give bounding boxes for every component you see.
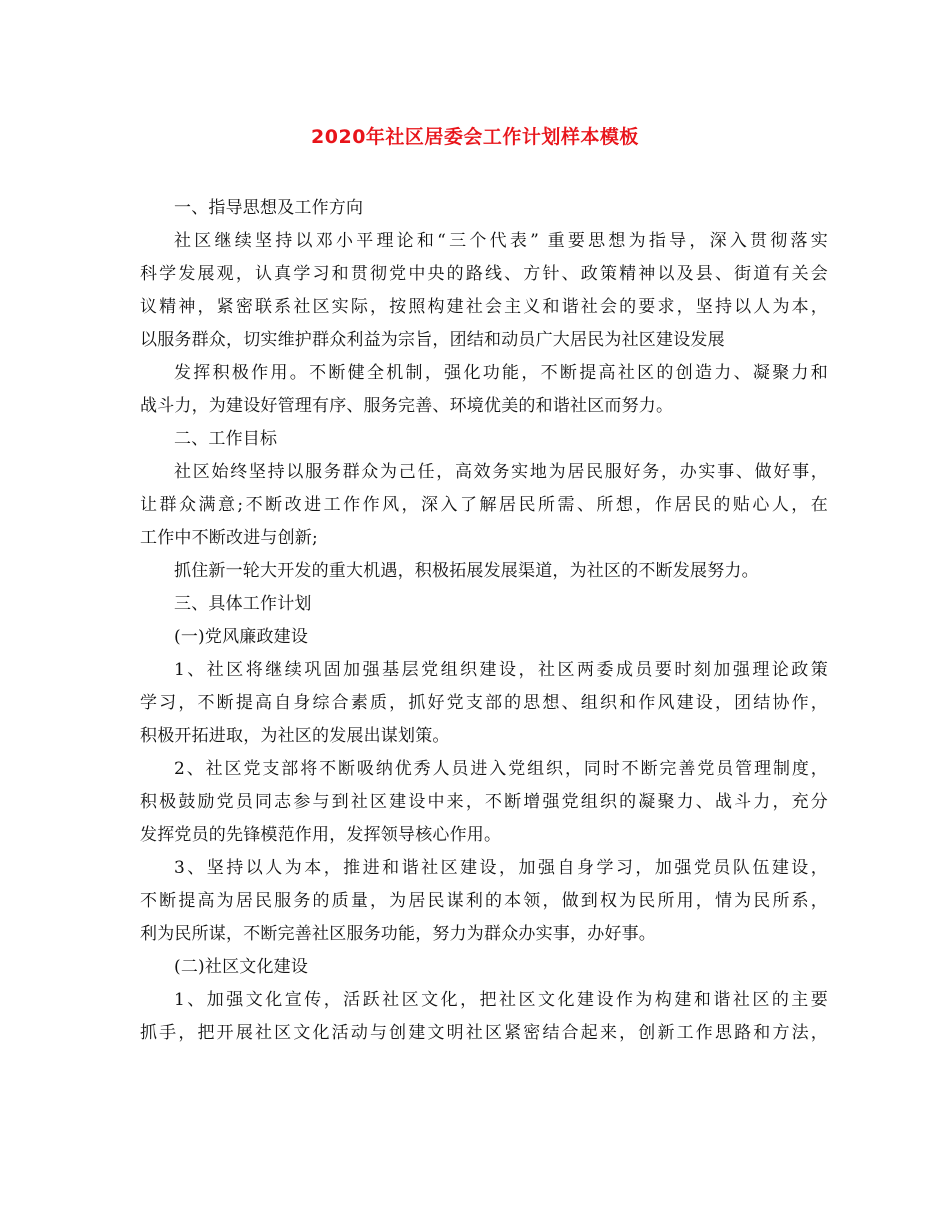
section-heading: (一)党风廉政建设 [174, 627, 309, 647]
text-line: 议精神，紧密联系社区实际，按照构建社会主义和谐社会的要求，坚持以人为本， [140, 297, 828, 317]
text-line: 发挥党员的先锋模范作用，发挥领导核心作用。 [140, 825, 502, 845]
text-line: 1、社区将继续巩固加强基层党组织建设，社区两委成员要时刻加强理论政策 [174, 660, 828, 680]
text-line: 抓手，把开展社区文化活动与创建文明社区紧密结合起来，创新工作思路和方法， [140, 1023, 828, 1043]
text-line: 2、社区党支部将不断吸纳优秀人员进入党组织，同时不断完善党员管理制度， [174, 759, 828, 779]
section-heading: (二)社区文化建设 [174, 957, 309, 977]
text-line: 不断提高为居民服务的质量，为居民谋利的本领，做到权为民所用，情为民所系， [140, 891, 828, 911]
text-line: 科学发展观，认真学习和贯彻党中央的路线、方针、政策精神以及县、街道有关会 [140, 264, 828, 284]
text-line: 3、坚持以人为本，推进和谐社区建设，加强自身学习，加强党员队伍建设， [174, 858, 828, 878]
text-line: 工作中不断改进与创新; [140, 528, 318, 548]
text-line: 1、加强文化宣传，活跃社区文化，把社区文化建设作为构建和谐社区的主要 [174, 990, 828, 1010]
document-title: 2020年社区居委会工作计划样本模板 [311, 126, 639, 148]
section-heading: 一、指导思想及工作方向 [174, 198, 364, 218]
text-line: 积极鼓励党员同志参与到社区建设中来，不断增强党组织的凝聚力、战斗力，充分 [140, 792, 828, 812]
text-line: 战斗力，为建设好管理有序、服务完善、环境优美的和谐社区而努力。 [140, 396, 674, 416]
text-line: 发挥积极作用。不断健全机制，强化功能，不断提高社区的创造力、凝聚力和 [174, 363, 828, 383]
text-line: 抓住新一轮大开发的重大机遇，积极拓展发展渠道，为社区的不断发展努力。 [174, 561, 759, 581]
text-line: 学习，不断提高自身综合素质，抓好党支部的思想、组织和作风建设，团结协作， [140, 693, 828, 713]
text-line: 利为民所谋，不断完善社区服务功能，努力为群众办实事，办好事。 [140, 924, 656, 944]
text-line: 以服务群众，切实维护群众利益为宗旨，团结和动员广大居民为社区建设发展 [140, 330, 725, 350]
section-heading: 三、具体工作计划 [174, 594, 312, 614]
text-line: 社区继续坚持以邓小平理论和“三个代表” 重要思想为指导，深入贯彻落实 [174, 231, 828, 251]
text-line: 积极开拓进取，为社区的发展出谋划策。 [140, 726, 450, 746]
text-line: 让群众满意;不断改进工作作风，深入了解居民所需、所想，作居民的贴心人，在 [140, 495, 828, 515]
document-body [140, 192, 828, 1050]
section-heading: 二、工作目标 [174, 429, 278, 449]
text-line: 社区始终坚持以服务群众为己任，高效务实地为居民服好务，办实事、做好事， [174, 462, 828, 482]
